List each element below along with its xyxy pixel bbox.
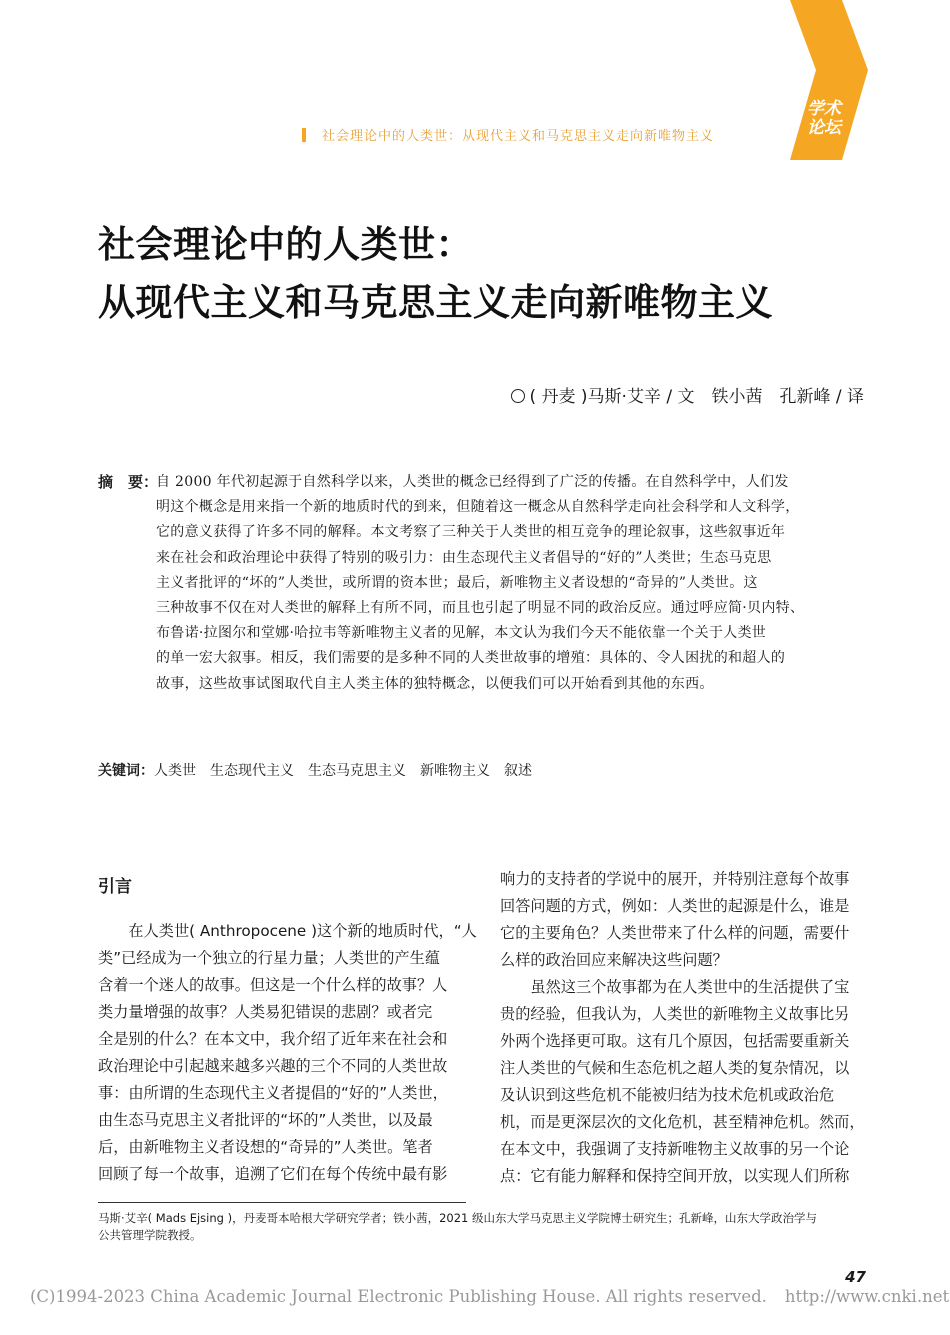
paragraph-line: 由生态马克思主义者批评的“坏的”人类世，以及最 (98, 1111, 433, 1129)
footnote-line: 马斯·艾辛( Mads Ejsing )，丹麦哥本哈根大学研究学者；铁小茜，2021 级山东大学马克思主义学院博士研究生；孔新峰，山东大学政治学与 (98, 1211, 818, 1225)
abstract-line: 三种故事不仅在对人类世的解释上有所不同，而且也引起了明显不同的政治反应。通过呼应简·贝内特、 (156, 600, 805, 617)
abstract-body (156, 470, 868, 697)
keywords (98, 760, 532, 780)
copyright-url[interactable]: http://www.cnki.net (784, 1287, 950, 1306)
paragraph-line: 虽然这三个故事都为在人类世中的生活提供了宝 (500, 978, 850, 996)
section-tag-line1: 学术 (807, 99, 841, 119)
abstract-line: 来在社会和政治理论中获得了特别的吸引力：由生态现代主义者倡导的“好的”人类世；生态马克思 (156, 549, 772, 566)
body-column-left (98, 918, 477, 1188)
article-title-line1: 社会理论中的人类世： (98, 223, 473, 266)
copyright-text: (C)1994-2023 China Academic Journal Electronic Publishing House. All rights reserved. (30, 1287, 767, 1306)
author-footnote (98, 1210, 878, 1244)
paragraph-line: 在人类世( Anthropocene )这个新的地质时代，“人 (98, 922, 477, 940)
paragraph-line: 政治理论中引起越来越多兴趣的三个不同的人类世故 (98, 1057, 448, 1075)
paragraph-line: 类”已经成为一个独立的行星力量；人类世的产生蕴 (98, 949, 440, 967)
abstract-line: 的单一宏大叙事。相反，我们需要的是多种不同的人类世故事的增殖：具体的、令人困扰的和超人的 (156, 650, 786, 667)
article-title-line2: 从现代主义和马克思主义走向新唯物主义 (98, 281, 773, 324)
paragraph-line: 它的主要角色？人类世带来了什么样的问题，需要什 (500, 924, 850, 942)
paragraph-line: 全是别的什么？在本文中，我介绍了近年来在社会和 (98, 1030, 448, 1048)
section-heading-intro: 引言 (98, 877, 132, 897)
footnote-line: 公共管理学院教授。 (98, 1228, 202, 1242)
byline-text: ( 丹麦 )马斯·艾辛 / 文 铁小茜 孔新峰 / 译 (529, 387, 864, 407)
paragraph-line: 回答问题的方式，例如：人类世的起源是什么，谁是 (500, 897, 850, 915)
paragraph-line: 响力的支持者的学说中的展开，并特别注意每个故事 (500, 870, 850, 888)
paragraph-line: 注人类世的气候和生态危机之超人类的复杂情况，以 (500, 1059, 850, 1077)
abstract-line: 主义者批评的“坏的”人类世，或所谓的资本世；最后，新唯物主义者设想的“奇异的”人类世。这 (156, 574, 758, 591)
paragraph-line: 类力量增强的故事？人类易犯错误的悲剧？或者完 (98, 1003, 433, 1021)
paragraph-line: 机，而是更深层次的文化危机，甚至精神危机。然而， (500, 1113, 865, 1131)
circle-bullet-icon (511, 389, 525, 403)
abstract-line: 明这个概念是用来指一个新的地质时代的到来，但随着这一概念从自然科学走向社会科学和人文科学， (156, 499, 800, 516)
paragraph-line: 及认识到这些危机不能被归结为技术危机或政治危 (500, 1086, 835, 1104)
abstract-line: 故事，这些故事试图取代自主人类主体的独特概念，以便我们可以开始看到其他的东西。 (156, 675, 714, 692)
abstract-line: 自 2000 年代初起源于自然科学以来，人类世的概念已经得到了广泛的传播。在自然科学中，人们发 (156, 474, 789, 490)
paragraph-line: 含着一个迷人的故事。但这是一个什么样的故事？人 (98, 976, 448, 994)
page-number: 47 (845, 1268, 866, 1286)
paragraph-line: 贵的经验，但我认为，人类世的新唯物主义故事比另 (500, 1005, 850, 1023)
paragraph-line: 点：它有能力解释和保持空间开放，以实现人们所称 (500, 1167, 850, 1185)
paragraph-line: 回顾了每一个故事，追溯了它们在每个传统中最有影 (98, 1165, 448, 1183)
paragraph-line: 外两个选择更可取。这有几个原因，包括需要重新关 (500, 1032, 850, 1050)
running-title-marker (302, 128, 306, 142)
keywords-text: 人类世 生态现代主义 生态马克思主义 新唯物主义 叙述 (154, 763, 532, 779)
paragraph-line: 在本文中，我强调了支持新唯物主义故事的另一个论 (500, 1140, 850, 1158)
abstract-line: 布鲁诺·拉图尔和堂娜·哈拉韦等新唯物主义者的见解，本文认为我们今天不能依靠一个关于人类世 (156, 625, 767, 642)
footnote-divider (98, 1202, 466, 1203)
paragraph-line: 后，由新唯物主义者设想的“奇异的”人类世。笔者 (98, 1138, 433, 1156)
paragraph-line: 么样的政治回应来解决这些问题？ (500, 951, 728, 969)
abstract-line: 它的意义获得了许多不同的解释。本文考察了三种关于人类世的相互竞争的理论叙事，这些叙事近年 (156, 524, 786, 541)
keywords-label: 关键词： (98, 763, 154, 779)
body-column-right (500, 866, 872, 1190)
running-title: 社会理论中的人类世：从现代主义和马克思主义走向新唯物主义 (322, 129, 715, 144)
paragraph-line: 事：由所谓的生态现代主义者提倡的“好的”人类世， (98, 1084, 448, 1102)
byline (511, 382, 864, 407)
section-tag (794, 100, 854, 138)
section-tag-line2: 论坛 (807, 118, 841, 138)
copyright-notice (30, 1287, 949, 1306)
abstract-label: 摘 要： (98, 473, 159, 491)
